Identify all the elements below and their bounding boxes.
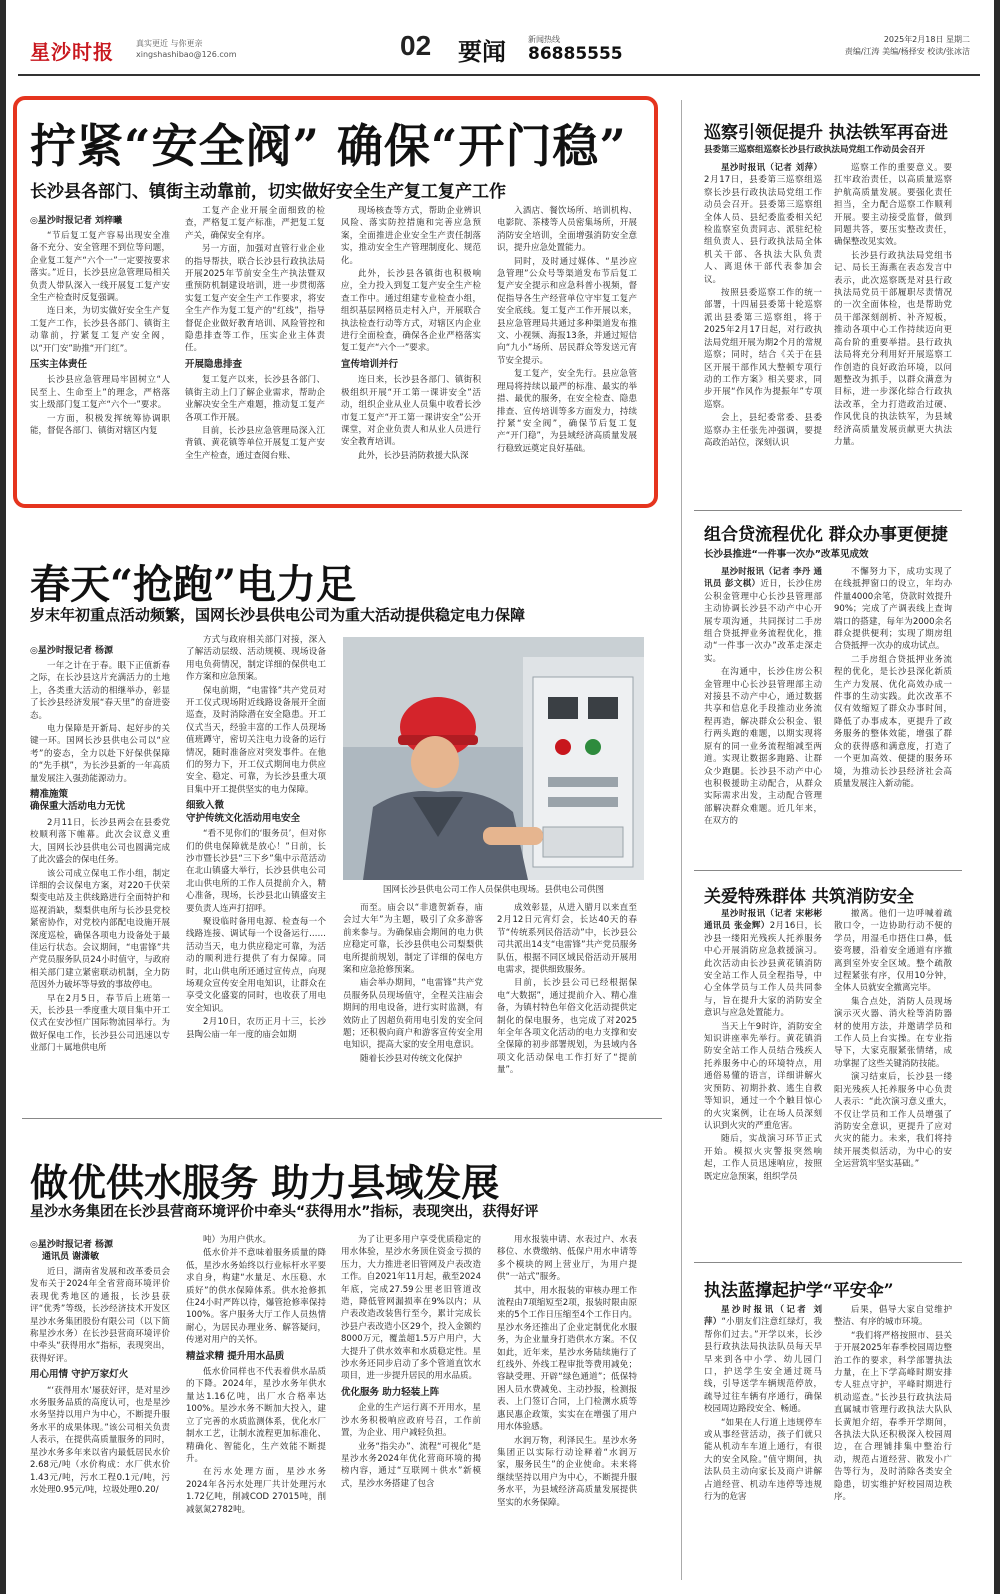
article7-headline: 执法蓝撑起护学“平安伞”: [704, 1281, 894, 1301]
article4-col1: 星沙时报讯（记者 李丹 通讯员 彭文棋）近日，长沙住房公积金管理中心长沙县管理部主动协调长沙县不动产中心开展专项沟通，共同探讨二手房组合贷抵押业务流程优化，推动“一件事一次办”改革走深走实。 在沟通中，长沙住房公积金管理中心长沙县管理部主动对接县不动产中心，通过数据共享和信息化手段推动业务流程再造，解决群众公积金、银行两头跑的难题，以期实现将原有的同一业务流程缩减至两道。实现让数据多跑路、让群众少跑腿。长沙县不动产中心也积极援助主动配合，从群众实际需求出发，主动配合管理部解决群众难题。近几年来，在双方的: [704, 567, 822, 827]
article5-col1: 星沙时报讯（记者 宋彬彬 通讯员 张金辉）2月16日，长沙县一缕阳光残疾人托养服务中心开展消防应急救援演习。此次活动由长沙县黄花镇消防安全站工作人员全程指导，中心全体学员与工作人员共同参与，旨在提升大家的消防安全意识与应急处置能力。 当天上午9时许，消防安全知识讲座率先举行。黄花镇消防安全站工作人员结合残疾人托养服务中心的环境特点，用通俗易懂的语言，详细讲解火灾预防、初期扑救、逃生自救等知识，通过一个个触目惊心的火灾案例，让在场人员深刻认识到火灾的严重危害。 随后，实战演习环节正式开始。模拟火灾警报突然响起，工作人员迅速响应，按照既定应急预案，组织学员: [704, 909, 822, 1182]
article6-col3: 为了让更多用户享受优质稳定的用水体验，星沙水务顶住资金亏损的压力，大力推进老旧管网及户表改造工作。自2021年11月起，截至2024年底，完成27.59公里老旧管道改造，降低管网漏损率在9%以内；从户表改造改装售行至今，累计完成长沙县户表改造小区29个，投入金额约8000万元，覆盖超1.5万户用户，大大提升了供水效率和水质稳定性。星沙水务还同步启动了多个管道直饮水项目，进一步提升居民的用水品质。 优化服务 助力轻装上阵 企业的生产运行离不开用水，星沙水务积极响应政府号召，工作前置，为企业、用户减轻负担。 业务“指尖办”、流程“可视化”是星沙水务2024年优化营商环境的揭榜内容，通过“互联网＋供水”新模式，星沙水务搭建了包含: [341, 1235, 481, 1489]
article6-byline1: ◎星沙时报记者 杨源: [30, 1240, 113, 1250]
separator: [22, 1118, 662, 1119]
article6-subhead: 星沙水务集团在长沙县营商环境评价中牵头“获得用水”指标，表现突出，获得好评: [30, 1204, 539, 1220]
separator: [694, 1262, 962, 1263]
article4-col2: 不懈努力下，成功实现了在线抵押窗口的设立，年均办件量4000余笔，贷款时效提升90%；完成了产调表线上查询端口的搭建，每年为2000余名群众提供便利；实现了期房组合贷抵押一次办的成功试点。 二手房组合贷抵押业务流程的优化，是长沙县深化新质生产力发展、优化高效办成一件事的生动实践。此次改革不仅有效缩短了群众办事时间，降低了办事成本，更提升了政务服务的整体效能，增强了群众的获得感和满意度，打造了一个更加高效、便捷的服务环境，为推动长沙县经济社会高质量发展注入新动能。: [834, 567, 952, 789]
hotline-number: 86885555: [528, 44, 623, 64]
article7-col2: 后果，倡导大家自觉维护整洁、有序的城市环境。 “我们将严格按照市、县关于开展2025年春季校园周边整治工作的要求，科学部署执法力量，在上下学高峰时期安排专人驻点守护，平峰时期进行机动巡查。”长沙县行政执法局直属城市管理行政执法大队队长黄旭介绍，春季开学期间，各执法大队还积极深入校园周边，在合理铺排集中整治行动，规范占道经营、散发小广告等行为，及时消除各类安全隐患，切实维护好校园周边秩序。: [834, 1305, 952, 1503]
article3-col2: 方式与政府相关部门对接，深入了解活动层级、活动规模、现场设备用电负荷情况，制定详细的保供电工作方案和应急预案。 保电前期，“电雷锋”共产党员对开工仪式现场附近线路设备展开全面巡查，及时消除潜在安全隐患。开工仪式当天，经验丰富的工作人员现场值班蹲守，密切关注电力设备的运行情况，随时准备应对突发事件。在他们的努力下，开工仪式期间电力供应安全、稳定、可靠，为长沙县重大项目集中开工提供坚实的电力保障。 细致入微 守护传统文化活动用电安全 “看不见你们的‘服务员’，但对你们的供电保障就是放心！”日前，长沙市暨长沙县“三下乡”集中示范活动在北山镇盛大举行，长沙县供电公司北山供电所的工作人员提前介入，精心准备，现场，长沙县北山镇盛安主要负责人连声打招呼。 聚设临时备用电源、检查每一个线路连接、调试每一个设备运行……活动当天，电力供应稳定可靠，为活动的顺利进行提供了有力保障。同时，北山供电所还通过宣传点，向现场观众宣传安全用电知识，让群众在享受文化盛宴的同时，也收获了用电安全知识。 2月10日，农历正月十三，长沙县陶公庙一年一度的庙会如期: [186, 635, 326, 1040]
article1-col1: “节后复工复产容易出现安全准备不充分、安全管理不到位等问题，企业复工复产“六个一”一定要按要求落实。”近日，长沙县应急管理局相关负责人带队深入一线开展复工复产安全生产检查时反复强调。 连日来，为切实做好安全生产复工复产工作，长沙县各部门、镇街主动靠前，拧紧复工复产安全阀，以“开门安”助推“开门红”。 压实主体责任 长沙县应急管理局牢固树立“人民至上、生命至上”的理念，严格落实上级部门复工复产“六个一”要求。 一方面，积极发挥统筹协调职能，督促各部门、镇街对辖区内复: [30, 231, 170, 437]
article2-col2: 巡察工作的重要意义。要扛牢政治责任，以高质量巡察护航高质量发展。要强化责任担当，全力配合巡察工作顺利开展。要主动接受监督，做到同题共答，要压实整改责任，确保整改见实效。 长沙县行政执法局党组书记、局长王海燕在表态发言中表示，此次巡察既是对县行政执法局党员干部履职尽责情况的一次全面体检，也是帮助党员干部深刻剖析、补齐短板，推动各项中心工作持续迈向更高台阶的重要举措。县行政执法局将充分利用好开展巡察工作创造的良好政治环境，以问题整改为抓手，以群众满意为目标，进一步深化综合行政执法改革，全力打造政治过硬、作风优良的执法铁军，为县域经济高质量发展贡献更大执法力量。: [834, 163, 952, 447]
masthead-rule: [18, 74, 980, 76]
article6-col2: 吨）为用户供水。 低水价并不意味着服务质量的降低，星沙水务始终以行业标杆水平要求自身，构建“水量足、水压稳、水质好”的供水保障体系。供水抢修抓住24小时严阵以待，爆管抢修率保持100%。客户服务大厅工作人员热情耐心，为居民办理业务、解答疑问，传递对用户的关怀。 精益求精 提升用水品质 低水价同样也不代表着供水品质的下降。2024年，星沙水务年供水量达1.16亿吨，出厂水合格率达100%。星沙水务不断加大投入，建立了完善的水质监测体系，优化水厂制水工艺，让制水流程更加标准化、精确化、智能化，生产效能不断提升。 在污水处理方面，星沙水务2024年各污水处理厂共计处理污水1.72亿吨，削减COD 27015吨，削减氨氮2782吨。: [186, 1235, 326, 1515]
article1-byline: ◎星沙时报记者 刘梓曦: [30, 216, 122, 226]
article1-subtitle1: 压实主体责任: [30, 359, 88, 371]
article3-subtitle1: 精准施策 确保重大活动电力无忧: [30, 789, 126, 813]
article3-subtitle2: 细致入微 守护传统文化活动用电安全: [186, 800, 301, 824]
scan-edge-right: [994, 0, 1000, 1594]
article1-subtitle2: 开展隐患排查: [185, 358, 243, 370]
article4-subhead: 长沙县推进“一件事一次办”改革见成效: [704, 549, 869, 560]
article1-subtitle3: 宣传培训并行: [341, 358, 399, 370]
article2-headline: 巡察引领促提升 执法铁军再奋进: [704, 123, 948, 143]
worker-photo: [343, 637, 644, 880]
article1-col2: 工复产企业开展全面细致的检查，严格复工复产标准，严把复工复产关，确保安全有序。 另一方面，加强对直管行业企业的指导帮扶，联合长沙县行政执法局开展2025年节前安全生产执法暨双重预防机制建设培训，进一步贯彻落实复工复产安全生产工作要求，将安全生产作为复工复产的“红线”，指导督促企业做好教育培训、风险管控和隐患排查等工作，压实企业主体责任。 开展隐患排查 复工复产以来，长沙县各部门、镇街主动上门了解企业需求，帮助企业解决安全生产难题，推动复工复产各项工作开展。 目前，长沙县应急管理局深入江背镇、黄花镇等单位开展复工复产安全生产检查，通过查阅台账、: [185, 206, 325, 461]
article1-col4: 入酒店、餐饮场所、培训机构、电影院、茶楼等人员密集场所，开展消防安全培训，全面增强消防安全意识，提升应急处置能力。 同时，及时通过媒体、“星沙应急管理”公众号等渠道发布节后复工复产安全提示和应急科普小视频，督促指导各生产经营单位守牢复工复产安全底线。复工复产工作开展以来，县应急管理局共通过多种渠道发布推文、小视频、海报13条，并通过短信向“九小”场所、居民群众等发送元宵节安全提示。 复工复产，安全先行。县应急管理局将持续以最严的标准、最实的举措、最优的服务，在安全检查、隐患排查、宣传培训等多方面发力，持续拧紧“安全阀”，确保节后复工复产“开门稳”，为县域经济高质量发展行稳致远奠定良好基础。: [497, 206, 637, 454]
separator: [694, 510, 962, 511]
article7-col1: 星沙时报讯（记者 刘萍）“小朋友们注意红绿灯，我帮你们过去。”开学以来，长沙县行政执法局执法队员每天早早来到各中小学、幼儿园门口，护送学生安全通过斑马线，引导送学车辆规范停放，疏导过往车辆有序通行，确保校园周边路段安全、畅通。 “如果在人行道上违规停车或从事经营活动，孩子们就只能从机动车车道上通行，有很大的安全风险。”值守期间，执法队员主动向家长及商户讲解占道经营、机动车违停等违规行为的危害: [704, 1305, 822, 1503]
article3-col3: 而至。庙会以“非遗贺新春，庙会过大年”为主题，吸引了众多游客前来参与。为确保庙会期间的电力供应稳定可靠，长沙县供电公司梨梨供电所提前规划，制定了详细的保电方案和应急抢修预案。 庙会举办期间，“电雷锋”共产党员服务队员现场值守，全程关注庙会期间的用电设备，进行实时监测，有效防止了因超负荷用电引发的安全问题；还积极向商户和游客宣传安全用电知识，提高大家的安全用电意识。 随着长沙县对传统文化保护: [343, 903, 483, 1064]
issue-date: 2025年2月18日 星期二: [883, 35, 970, 44]
article6-subtitle3: 优化服务 助力轻装上阵: [341, 1386, 440, 1398]
article6-headline: 做优供水服务 助力县域发展: [30, 1160, 500, 1205]
masthead-slogan: [136, 38, 236, 60]
article6-subtitle2: 精益求精 提升用水品质: [186, 1350, 285, 1362]
slogan-line2: xingshashibao@126.com: [136, 50, 237, 59]
article3-col4: 成效彰显，从进入腊月以来直至2月12日元宵灯会，长达40天的春节“传统系列民俗活动”中，长沙县公司共派出14支“电雷锋”共产党员服务队伍，根据不同区域民俗活动开展用电需求，提供细致服务。 目前，长沙县公司已经根据保电“大数据”，通过提前介入、精心准备，为镇村特色年俗文化活动提供定制化的保电服务，也完成了对2025年全年各项文化活动的电力支撑和安全保障的初步部署规划，为县域内各项文化活动保电工作打好了“提前量”。: [497, 903, 637, 1076]
article1-headline: 拧紧“安全阀” 确保“开门稳”: [30, 119, 627, 173]
article5-headline: 关爱特殊群体 共筑消防安全: [704, 887, 914, 907]
article1-col3: 现场核查等方式，帮助企业辨识风险、落实防控措施和完善应急预案，全面推进企业安全生产责任制落实，推动安全生产管理制度化、规范化。 此外，长沙县各镇街也积极响应，全力投入到复工复产安全生产检查工作中。通过组建专业检查小组，组织基层网格员走村入户，开展联合执法检查行动等方式，对辖区内企业进行全面检查，确保各企业严格落实复工复产“六个一”要求。 宣传培训并行 连日来，长沙县各部门、镇街积极组织开展“开工第一课讲安全”活动，组织企业从业人员集中收看长沙市复工复产“开工第一课讲安全”公开课堂，对企业负责人和从业人员进行安全教育培训。 此外，长沙县消防救援大队深: [341, 206, 481, 461]
newspaper-logo: 星沙时报: [30, 40, 114, 64]
page-number: 02: [400, 30, 432, 61]
article5-col2: 撤离。他们一边呼喊着疏散口令，一边协助行动不便的学员，用湿毛巾捂住口鼻，低姿弯腰，沿着安全通道有序撤离到室外安全区域。整个疏散过程紧张有序，仅用10分钟，全体人员就安全撤离完毕。 集合点处，消防人员现场演示灭火器、消火栓等消防器材的使用方法，并邀请学员和工作人员上台实操。在专业指导下，大家克服紧张情绪，成功掌握了这些关键消防技能。 演习结束后，长沙县一缕阳光残疾人托养服务中心负责人表示：“此次演习意义重大，不仅让学员和工作人员增强了消防安全意识，更提升了应对火灾的能力。未来，我们将持续开展类似活动，为中心的安全运营筑牢坚实基础。”: [834, 909, 952, 1170]
article2-col1: 星沙时报讯（记者 刘萍）2月17日，县委第三巡察组巡察长沙县行政执法局党组工作动员会召开。县委第三巡察组全体人员、县纪委监委相关纪检监察室负责同志、派驻纪检组负责人、县行政执法局全体机关干部、各执法大队负责人、离退休干部代表参加会议。 按照县委巡察工作的统一部署，十四届县委第十轮巡察派出县委第三巡察组，将于2025年2月17日起，对行政执法局党组开展为期2个月的常规巡察；同时，结合《关于在县区开展干部作风大整顿专项行动的工作方案》相关要求，同步开展“作风作为提振年”专项巡察。 会上，县纪委常委、县委巡察办主任张先冲强调，要提高政治站位，深刻认识: [704, 163, 822, 448]
article3-headline: 春天“抢跑”电力足: [30, 561, 357, 608]
slogan-line1: 真实更近 与你更亲: [136, 39, 203, 48]
worker-photo-illustration: [343, 637, 644, 880]
article4-headline: 组合贷流程优化 群众办事更便捷: [704, 525, 948, 545]
column-divider: [681, 100, 682, 1580]
separator: [694, 870, 962, 871]
article6-col1: 近日，湖南省发展和改革委员会发布关于2024年全省营商环境评价表现优秀地区的通报，长沙县获评“优秀”等级，长沙经济技术开发区星沙水务集团股份有限公司（以下简称星沙水务）在长沙县营商环境评价中牵头“获得用水”指标，表现突出，获得好评。 用心用情 守护万家灯火 “‘获得用水’屡获好评，是对星沙水务服务品质的高度认可，也是星沙水务坚持以用户为中心，不断提升服务水平的成果体现。”该公司相关负责人表示，在提供高质量服务的同时，星沙水务多年来以省内最低居民水价2.68元/吨（水价构成：水厂供水价1.43元/吨，污水工程0.1元/吨，污水处理0.95元/吨，垃圾处理0.20/: [30, 1267, 170, 1495]
article6-byline2: 通讯员 谢潇敏: [42, 1252, 100, 1262]
masthead: [18, 28, 980, 74]
article3-subhead: 岁末年初重点活动频繁，国网长沙县供电公司为重大活动提供稳定电力保障: [30, 606, 526, 624]
article2-subhead: 县委第三巡察组巡察长沙县行政执法局党组工作动员会召开: [704, 145, 926, 155]
article3-byline: ◎星沙时报记者 杨源: [30, 646, 113, 656]
article6-subtitle1: 用心用情 守护万家灯火: [30, 1369, 129, 1381]
article6-col4: 用水报装申请、水表过户、水表移位、水费缴纳、低保户用水申请等多个模块的网上营业厅，为用户提供“一站式”服务。 其中，用水报装的审核办理工作流程由7项缩短至2项，报装时限由原来的5个工作日压缩至4个工作日内。星沙水务还推出了企业定制优化水服务，为企业量身打造供水方案。不仅如此，近年来，星沙水务陆续施行了红线外、外线工程审批等费用减免；容缺受理、开辟“绿色通道”；低保特困人员水费减免、主动抄报，检测报表、上门签订合同，上门检测水质等惠民惠企政策，实实在在增强了用户用水体验感。 水润万物，利泽民生。星沙水务集团正以实际行动诠释着“水润万家，服务民生”的企业使命。未来将继续坚持以用户为中心，不断提升服务水平，为县域经济高质量发展提供坚实的水务保障。: [497, 1235, 637, 1508]
section-title: 要闻: [458, 37, 506, 66]
article3-col1: 一年之计在于春。眼下正值新春之际，在长沙县这片充满活力的土地上，各类重大活动的相继举办，彰显了长沙县经济发展“春天里”的奋进姿态。 电力保障是开新局、起好步的关键一环。国网长沙县供电公司以“应考”的姿态，全力以赴下好保供保障的“先手棋”，为长沙县新的一年高质量发展注入强劲能源动力。 精准施策 确保重大活动电力无忧 2月11日，长沙县两会在县委党校顺利落下帷幕。此次会议意义重大，国网长沙县供电公司也圆满完成了此次盛会的保电任务。 该公司成立保电工作小组，制定详细的会议保电方案，对220千伏荣梨变电站及主供线路进行全面特护和巡视消缺，梨梨供电所与长沙县党校紧密协作，对党校内部配电设施开展深度巡检，确保各项电力设备处于最佳运行状态。会议期间，“电雷锋”共产党员服务队员24小时值守，与政府相关部门建立紧密联动机制，全力防范因外力破坏等导致的事故停电。 早在2月5日，春节后上班第一天，长沙县一季度重大项目集中开工仪式在安沙恒广国际物流园举行。为做好保电工作，长沙县公司迅速以专业部门＋属地供电所: [30, 661, 170, 1054]
hotline-label: 新闻热线: [528, 35, 560, 44]
scan-edge-left: [0, 0, 6, 1594]
editors-line: 责编/江涛 美编/杨择安 校读/张冰洁: [844, 47, 970, 56]
article1-subhead: 长沙县各部门、镇街主动靠前，切实做好安全生产复工复产工作: [30, 182, 506, 202]
photo-caption: 国网长沙县供电公司工作人员保供电现场。县供电公司供图: [382, 885, 604, 895]
